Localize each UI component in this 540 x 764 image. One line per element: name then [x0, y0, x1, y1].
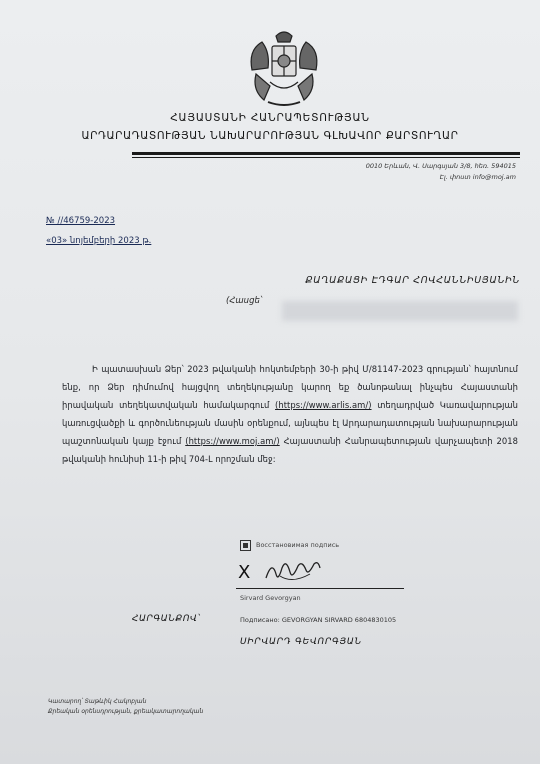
- header-divider-thin: [132, 157, 520, 158]
- arlis-link: (https://www.arlis.am/): [275, 400, 372, 410]
- ministry-header-line1: ՀԱՅԱՍՏԱՆԻ ՀԱՆՐԱՊԵՏՈՒԹՅԱՆ: [170, 112, 370, 124]
- redacted-address: [282, 301, 518, 321]
- header-divider-thick: [132, 152, 520, 155]
- footer-line1: Կատարող՝ Տաթևիկ Հակոբյան: [48, 698, 147, 705]
- ministry-header-line2: ԱՐԴԱՐԱԴԱՏՈՒԹՅԱՆ ՆԱԽԱՐԱՐՈՒԹՅԱՆ ԳԼԽԱՎՈՐ ՔԱՐՏՈՒՂԱՐ: [81, 130, 459, 142]
- signature-printed-name: Sirvard Gevorgyan: [240, 594, 301, 602]
- letter-body: [62, 360, 518, 468]
- email-line: Էլ. փոստ info@moj.am: [439, 173, 516, 181]
- recipient-name: ՔԱՂԱՔԱՑԻ ԷԴԳԱՐ ՀՈՎՀԱՆՆԻՍՅԱՆԻՆ: [305, 275, 520, 286]
- document-date: «03» նոյեմբերի 2023 թ.: [46, 236, 152, 246]
- footer-line2: Քրեական օրենսդրության, քրեակատարողական: [48, 708, 204, 715]
- signature-restore-label: Восстановимая подпись: [256, 541, 340, 549]
- address-line: 0010 Երևան, Վ. Սարգսյան 3/8, հեռ. 594015: [365, 162, 516, 170]
- recipient-address-label: (Հասցե՝: [226, 296, 262, 306]
- body-text-b: տեղադրված Կառավարության կառուցվածքի և գործունեության մասին օրենքում, այնպես էլ Արդարադատության նախարարության պաշտոնական կայք էջում: [62, 400, 518, 446]
- handwritten-signature: [262, 556, 322, 588]
- moj-link: (https://www.moj.am/): [185, 436, 280, 446]
- body-text-a: Ի պատասխան Ձեր՝ 2023 թվականի հոկտեմբերի 30-ի թիվ Մ/81147-2023 գրության՝ հայտնում ենք, որ Ձեր դիմումով հայցվող տեղեկությանը կարող եք ծանոթանալ ինչպես Հայաստանի իրավական տեղեկատվական համակարգում: [62, 364, 518, 410]
- body-paragraph: [62, 360, 518, 468]
- body-text-c: Հայաստանի Հանրապետության վարչապետի 2018 թվականի հունիսի 11-ի թիվ 704-Լ որոշման մեջ:: [62, 436, 518, 464]
- signature-certificate-icon: [240, 540, 251, 551]
- signed-by-line: Подписано: GEVORGYAN SIRVARD 6804830105: [240, 616, 397, 624]
- closing-regards: ՀԱՐԳԱՆՔՈՎ՝: [132, 614, 201, 624]
- coat-of-arms-emblem: [242, 30, 326, 110]
- footer-executor: [48, 697, 203, 717]
- document-number: № //46759-2023: [46, 216, 116, 226]
- signature-x-mark: X: [238, 562, 251, 583]
- header-address: [366, 161, 516, 183]
- signature-line: [236, 588, 404, 589]
- signer-name: ՍԻՐՎԱՐԴ ԳԵՎՈՐԳՅԱՆ: [240, 637, 362, 647]
